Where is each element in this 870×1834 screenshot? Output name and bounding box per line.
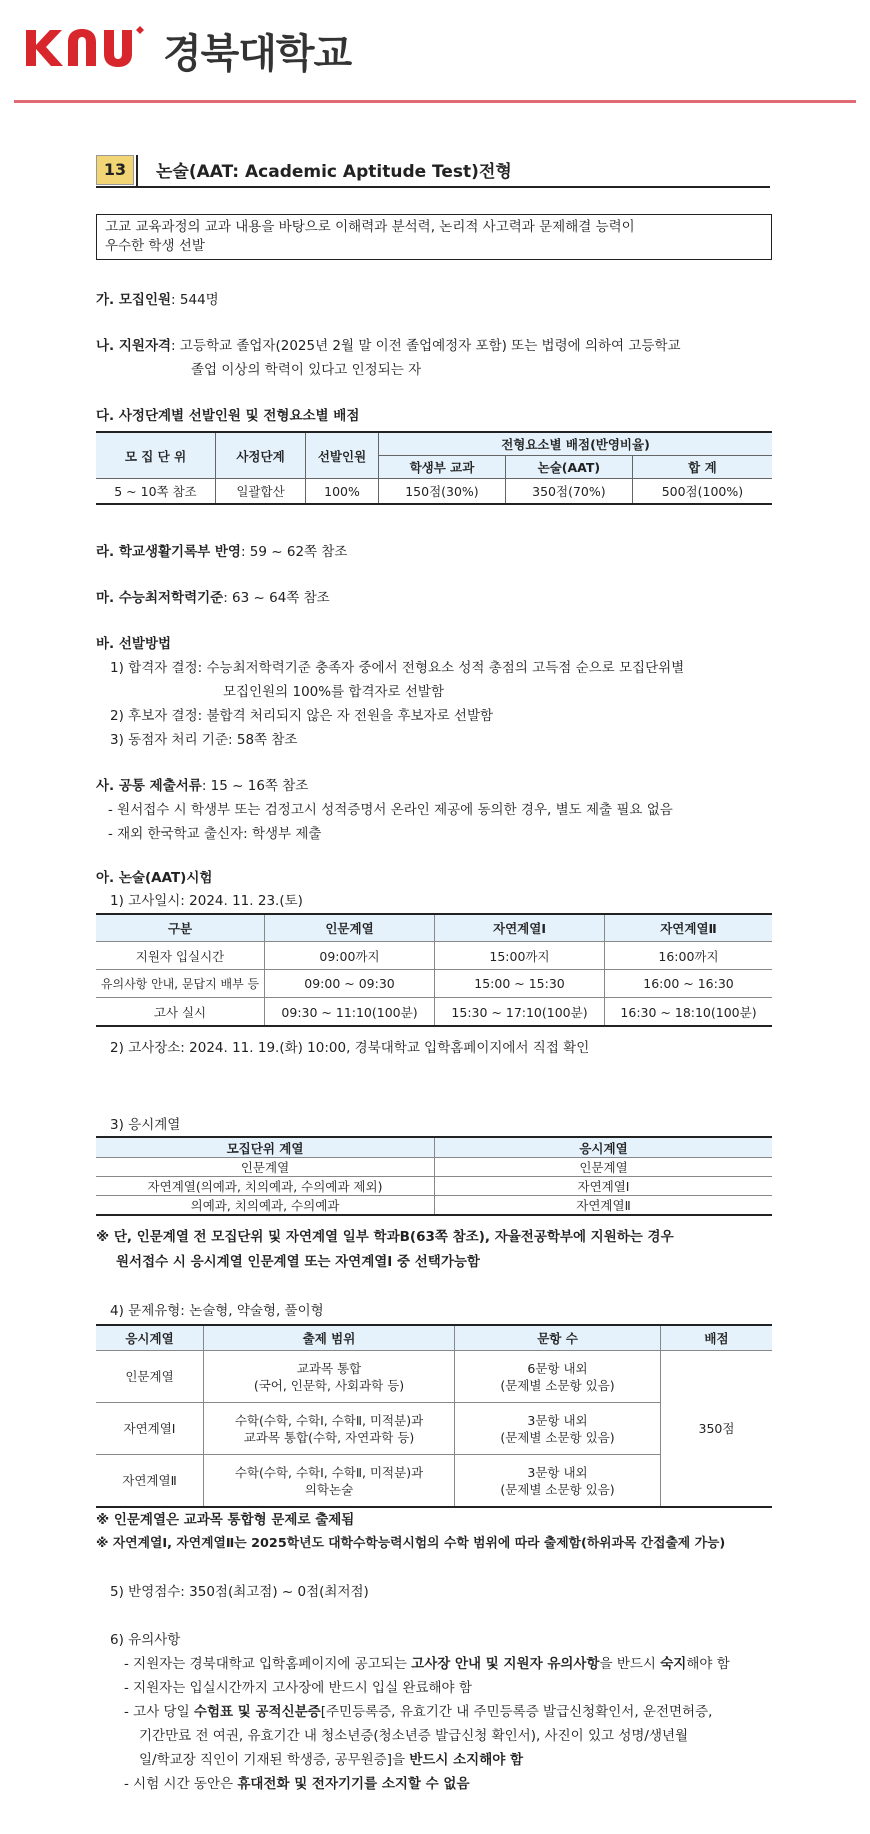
th: 모집단위 계열 xyxy=(96,1137,435,1158)
cell-line: (국어, 인문학, 사회과학 등) xyxy=(253,1377,405,1393)
th-total: 합 계 xyxy=(632,456,772,479)
cell: 15:00 ~ 15:30 xyxy=(435,970,605,998)
text: - 지원자는 경북대학교 입학홈페이지에 공고되는 xyxy=(124,1656,412,1672)
th: 응시계열 xyxy=(96,1325,204,1351)
cell: 15:30 ~ 17:10(100분) xyxy=(435,998,605,1027)
score-cell: 350점 xyxy=(661,1351,773,1508)
cell: 인문계열 xyxy=(435,1158,773,1177)
caution-item: 기간만료 전 여권, 유효기간 내 청소년증(청소년증 발급신청 확인서), 사진이 있고 성명/생년월 xyxy=(139,1728,689,1744)
eligibility-label: 나. 지원자격 xyxy=(96,338,172,354)
th: 자연계열Ⅰ xyxy=(435,914,605,942)
selection-method-item: 2) 후보자 결정: 불합격 처리되지 않은 자 전원을 후보자로 선발함 xyxy=(110,708,494,724)
cell: 지원자 입실시간 xyxy=(96,942,265,970)
cell: 16:00 ~ 16:30 xyxy=(605,970,773,998)
th: 출제 범위 xyxy=(204,1325,455,1351)
exam-schedule-table xyxy=(96,913,772,1027)
caution-item xyxy=(124,1772,469,1792)
text-bold: 숙지 xyxy=(660,1656,687,1672)
section-title-underline xyxy=(96,186,770,188)
th: 배점 xyxy=(661,1325,773,1351)
exam-place: 2) 고사장소: 2024. 11. 19.(화) 10:00, 경북대학교 입학홈페이지에서 직접 확인 xyxy=(110,1040,590,1056)
cell: 15:00까지 xyxy=(435,942,605,970)
table-row xyxy=(96,1351,772,1403)
eligibility xyxy=(96,334,681,354)
question-type-table xyxy=(96,1324,772,1508)
selection-table xyxy=(96,431,772,505)
exam-date: 1) 고사일시: 2024. 11. 23.(토) xyxy=(110,893,303,909)
intro-line: 우수한 학생 선발 xyxy=(105,238,205,254)
cell: 유의사항 안내, 문답지 배부 등 xyxy=(96,970,265,998)
section-title: 논술(AAT: Academic Aptitude Test)전형 xyxy=(156,162,512,182)
cell: 자연계열Ⅰ xyxy=(96,1403,204,1455)
th: 응시계열 xyxy=(435,1137,773,1158)
cell-line: 3문항 내외 xyxy=(527,1464,588,1480)
cell: 의예과, 치의예과, 수의예과 xyxy=(96,1196,435,1216)
exam-note: 원서접수 시 응시계열 인문계열 또는 자연계열Ⅰ 중 선택가능함 xyxy=(116,1254,480,1270)
th: 자연계열Ⅱ xyxy=(605,914,773,942)
text-bold: 휴대전화 및 전자기기를 소지할 수 없음 xyxy=(237,1776,470,1792)
text: 을 반드시 xyxy=(599,1656,661,1672)
cell-line: (문제별 소문항 있음) xyxy=(500,1429,615,1445)
text: 일/학교장 직인이 기재된 학생증, 공무원증]을 xyxy=(139,1752,410,1768)
cell-line: 수학(수학, 수학Ⅰ, 수학Ⅱ, 미적분)과 xyxy=(234,1412,424,1428)
cell: 고사 실시 xyxy=(96,998,265,1027)
documents-item: - 재외 한국학교 출신자: 학생부 제출 xyxy=(108,826,322,842)
text-bold: 반드시 소지해야 함 xyxy=(409,1752,524,1768)
cell-line: 교과목 통합(수학, 자연과학 등) xyxy=(243,1429,415,1445)
knu-logo-icon xyxy=(24,24,156,76)
cell-line: 3문항 내외 xyxy=(527,1412,588,1428)
header-divider xyxy=(14,100,856,103)
text: [주민등록증, 유효기간 내 주민등록증 발급신청확인서, 운전면허증, xyxy=(320,1704,713,1720)
th-stage: 사정단계 xyxy=(216,432,306,479)
caution-item xyxy=(124,1652,730,1672)
documents-item: - 원서접수 시 학생부 또는 검정고시 성적증명서 온라인 제공에 동의한 경우, 별도 제출 필요 없음 xyxy=(108,802,673,818)
school-record-label: 라. 학교생활기록부 반영 xyxy=(96,544,241,560)
cell xyxy=(455,1351,661,1403)
cell: 인문계열 xyxy=(96,1351,204,1403)
text: - 고사 당일 xyxy=(124,1704,194,1720)
th-record: 학생부 교과 xyxy=(379,456,506,479)
csat-minimum xyxy=(96,586,330,606)
text: - 시험 시간 동안은 xyxy=(124,1776,238,1792)
th: 구분 xyxy=(96,914,265,942)
school-record-value: : 59 ~ 62쪽 참조 xyxy=(240,544,348,560)
recruit-count-label: 가. 모집인원 xyxy=(96,292,172,308)
table-row xyxy=(96,1196,772,1216)
cell: 인문계열 xyxy=(96,1158,435,1177)
cell: 일괄합산 xyxy=(216,479,306,505)
selection-method-item: 1) 합격자 결정: 수능최저학력기준 충족자 중에서 전형요소 성적 총점의 고득점 순으로 모집단위별 xyxy=(110,660,685,676)
th-essay: 논술(AAT) xyxy=(505,456,632,479)
table-row xyxy=(96,1177,772,1196)
caution-item xyxy=(124,1700,712,1720)
section-number: 13 xyxy=(96,155,134,185)
documents-label: 사. 공통 제출서류 xyxy=(96,778,202,794)
section-intro-box xyxy=(96,214,772,260)
cell: 500점(100%) xyxy=(632,479,772,505)
cell xyxy=(455,1455,661,1508)
exam-note: ※ 단, 인문계열 전 모집단위 및 자연계열 일부 학과B(63쪽 참조), 자율전공학부에 지원하는 경우 xyxy=(96,1229,674,1245)
selection-heading: 다. 사정단계별 선발인원 및 전형요소별 배점 xyxy=(96,408,360,424)
cell xyxy=(455,1403,661,1455)
cell: 자연계열Ⅱ xyxy=(96,1455,204,1508)
cell xyxy=(204,1351,455,1403)
csat-minimum-label: 마. 수능최저학력기준 xyxy=(96,590,224,606)
selection-method-heading: 바. 선발방법 xyxy=(96,636,172,652)
cell-line: 교과목 통합 xyxy=(296,1360,362,1376)
cell: 16:30 ~ 18:10(100분) xyxy=(605,998,773,1027)
exam-track-table xyxy=(96,1136,772,1216)
cell-line: 6문항 내외 xyxy=(527,1360,588,1376)
selection-method-item: 3) 동점자 처리 기준: 58쪽 참조 xyxy=(110,732,298,748)
cell xyxy=(204,1455,455,1508)
cell: 5 ~ 10쪽 참조 xyxy=(96,479,216,505)
intro-line: 고교 교육과정의 교과 내용을 바탕으로 이해력과 분석력, 논리적 사고력과 문제해결 능력이 xyxy=(105,219,635,235)
section-title-divider xyxy=(136,155,138,187)
cell: 자연계열Ⅰ xyxy=(435,1177,773,1196)
recruit-count-value: : 544명 xyxy=(171,292,219,308)
table-row xyxy=(96,970,772,998)
caution-item xyxy=(139,1748,523,1768)
cell-line: (문제별 소문항 있음) xyxy=(500,1481,615,1497)
cell: 350점(70%) xyxy=(505,479,632,505)
university-name: 경북대학교 xyxy=(163,31,352,77)
cell-line: (문제별 소문항 있음) xyxy=(500,1377,615,1393)
question-type-label: 4) 문제유형: 논술형, 약술형, 풀이형 xyxy=(110,1303,324,1319)
cell: 16:00까지 xyxy=(605,942,773,970)
cell: 자연계열(의예과, 치의예과, 수의예과 제외) xyxy=(96,1177,435,1196)
th-count: 선발인원 xyxy=(306,432,379,479)
th: 문항 수 xyxy=(455,1325,661,1351)
th-unit: 모 집 단 위 xyxy=(96,432,216,479)
th-group: 전형요소별 배점(반영비율) xyxy=(379,432,773,456)
exam-track-label: 3) 응시계열 xyxy=(110,1117,181,1133)
th: 인문계열 xyxy=(265,914,435,942)
text-bold: 수험표 및 공적신분증 xyxy=(193,1704,321,1720)
table-row xyxy=(96,479,772,505)
exam-note: ※ 자연계열Ⅰ, 자연계열Ⅱ는 2025학년도 대학수학능력시험의 수학 범위에 따라 출제함(하위과목 간접출제 가능) xyxy=(96,1536,726,1551)
cell xyxy=(204,1403,455,1455)
eligibility-line: : 고등학교 졸업자(2025년 2월 말 이전 졸업예정자 포함) 또는 법령에 의하여 고등학교 xyxy=(171,338,681,354)
exam-heading: 아. 논술(AAT)시험 xyxy=(96,870,213,886)
cell-line: 의학논술 xyxy=(304,1481,354,1497)
cell: 09:00 ~ 09:30 xyxy=(265,970,435,998)
score-range: 5) 반영점수: 350점(최고점) ~ 0점(최저점) xyxy=(110,1584,369,1600)
selection-method-item: 모집인원의 100%를 합격자로 선발함 xyxy=(223,684,445,700)
cell: 150점(30%) xyxy=(379,479,506,505)
cell: 자연계열Ⅱ xyxy=(435,1196,773,1216)
cell: 100% xyxy=(306,479,379,505)
documents-value: : 15 ~ 16쪽 참조 xyxy=(201,778,309,794)
text: 해야 함 xyxy=(686,1656,730,1672)
table-row xyxy=(96,1158,772,1177)
cell: 09:00까지 xyxy=(265,942,435,970)
text-bold: 고사장 안내 및 지원자 유의사항 xyxy=(411,1656,600,1672)
caution-item: - 지원자는 입실시간까지 고사장에 반드시 입실 완료해야 함 xyxy=(124,1680,472,1696)
cell: 09:30 ~ 11:10(100분) xyxy=(265,998,435,1027)
table-row xyxy=(96,998,772,1027)
eligibility-line: 졸업 이상의 학력이 있다고 인정되는 자 xyxy=(191,362,422,378)
school-record xyxy=(96,540,347,560)
exam-note: ※ 인문계열은 교과목 통합형 문제로 출제됨 xyxy=(96,1512,355,1528)
table-row xyxy=(96,942,772,970)
documents xyxy=(96,774,308,794)
cell-line: 수학(수학, 수학Ⅰ, 수학Ⅱ, 미적분)과 xyxy=(234,1464,424,1480)
csat-minimum-value: : 63 ~ 64쪽 참조 xyxy=(223,590,330,606)
recruit-count xyxy=(96,288,219,308)
caution-label: 6) 유의사항 xyxy=(110,1632,181,1648)
